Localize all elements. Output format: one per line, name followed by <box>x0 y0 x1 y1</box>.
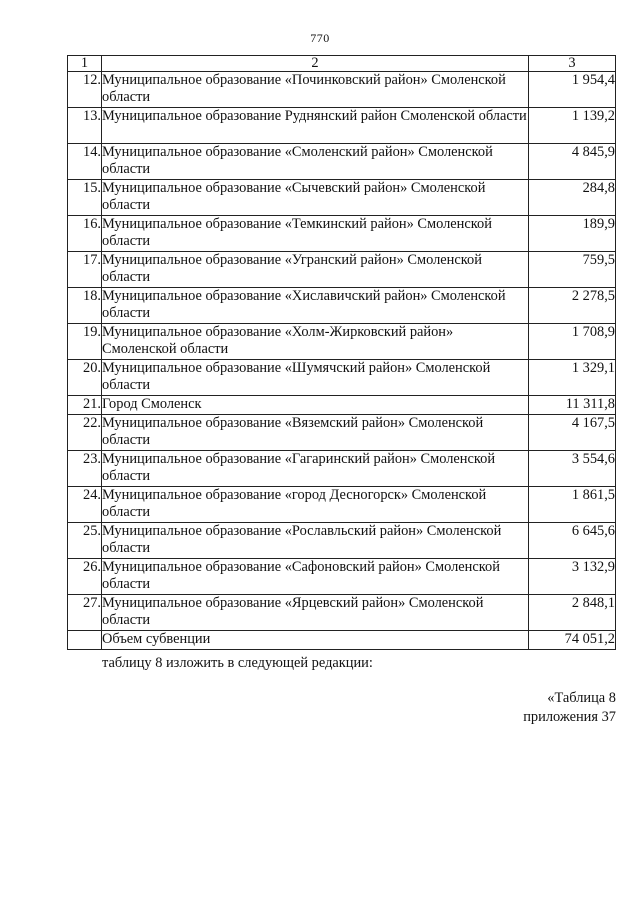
table-row <box>68 360 616 396</box>
row-number: 12. <box>68 72 102 108</box>
row-number: 13. <box>68 108 102 144</box>
table-row <box>68 108 616 144</box>
table-row <box>68 487 616 523</box>
municipality-name: Муниципальное образование «Сычевский район» Смоленской области <box>102 180 529 216</box>
caption-appendix-label: приложения 37 <box>523 709 616 725</box>
table-row <box>68 451 616 487</box>
row-number: 25. <box>68 523 102 559</box>
subsidy-value: 2 278,5 <box>529 288 616 324</box>
row-number: 20. <box>68 360 102 396</box>
amendment-text: таблицу 8 изложить в следующей редакции: <box>102 655 373 671</box>
row-number: 27. <box>68 595 102 631</box>
subsidy-value: 4 167,5 <box>529 415 616 451</box>
row-number: 16. <box>68 216 102 252</box>
subsidy-value: 1 139,2 <box>529 108 616 144</box>
municipality-name: Муниципальное образование «Вяземский район» Смоленской области <box>102 415 529 451</box>
table-row <box>68 324 616 360</box>
row-number: 14. <box>68 144 102 180</box>
municipality-name: Муниципальное образование «город Десногорск» Смоленской области <box>102 487 529 523</box>
municipality-name: Муниципальное образование «Сафоновский район» Смоленской области <box>102 559 529 595</box>
caption-table-label: «Таблица 8 <box>547 690 616 706</box>
row-number: 22. <box>68 415 102 451</box>
subsidy-value: 2 848,1 <box>529 595 616 631</box>
row-number <box>68 631 102 650</box>
header-cell-value: 3 <box>529 56 616 72</box>
total-row <box>68 631 616 650</box>
municipality-name: Муниципальное образование «Хиславичский район» Смоленской области <box>102 288 529 324</box>
municipality-name: Муниципальное образование Руднянский район Смоленской области <box>102 108 529 144</box>
table-row <box>68 144 616 180</box>
table-row <box>68 559 616 595</box>
row-number: 19. <box>68 324 102 360</box>
subsidy-value: 1 708,9 <box>529 324 616 360</box>
subsidy-value: 1 329,1 <box>529 360 616 396</box>
municipality-name: Муниципальное образование «Холм-Жирковский район» Смоленской области <box>102 324 529 360</box>
subsidy-value: 3 554,6 <box>529 451 616 487</box>
municipality-name: Муниципальное образование «Темкинский район» Смоленской области <box>102 216 529 252</box>
municipality-name: Муниципальное образование «Рославльский район» Смоленской области <box>102 523 529 559</box>
subsidy-value: 1 861,5 <box>529 487 616 523</box>
row-number: 15. <box>68 180 102 216</box>
municipality-name: Город Смоленск <box>102 396 529 415</box>
municipality-name: Муниципальное образование «Угранский район» Смоленской области <box>102 252 529 288</box>
table-row <box>68 180 616 216</box>
table-caption <box>523 689 616 727</box>
table-row <box>68 523 616 559</box>
table-row <box>68 595 616 631</box>
subsidy-value: 3 132,9 <box>529 559 616 595</box>
table-row <box>68 415 616 451</box>
row-number: 21. <box>68 396 102 415</box>
row-number: 26. <box>68 559 102 595</box>
table-row <box>68 216 616 252</box>
subsidy-value: 1 954,4 <box>529 72 616 108</box>
table-row <box>68 252 616 288</box>
municipality-name: Муниципальное образование «Шумячский район» Смоленской области <box>102 360 529 396</box>
subsidy-value: 284,8 <box>529 180 616 216</box>
table-row <box>68 288 616 324</box>
subsidy-value: 189,9 <box>529 216 616 252</box>
municipality-name: Муниципальное образование «Починковский район» Смоленской области <box>102 72 529 108</box>
row-number: 17. <box>68 252 102 288</box>
row-number: 23. <box>68 451 102 487</box>
subsidy-value: 74 051,2 <box>529 631 616 650</box>
row-number: 18. <box>68 288 102 324</box>
subsidy-value: 6 645,6 <box>529 523 616 559</box>
row-number: 24. <box>68 487 102 523</box>
subsidy-value: 11 311,8 <box>529 396 616 415</box>
municipality-name: Муниципальное образование «Ярцевский район» Смоленской области <box>102 595 529 631</box>
table-header-row <box>68 56 616 72</box>
municipality-name: Муниципальное образование «Гагаринский район» Смоленской области <box>102 451 529 487</box>
municipality-name: Муниципальное образование «Смоленский район» Смоленской области <box>102 144 529 180</box>
municipality-name: Объем субвенции <box>102 631 529 650</box>
subsidy-value: 4 845,9 <box>529 144 616 180</box>
table-row <box>68 396 616 415</box>
header-cell-name: 2 <box>102 56 529 72</box>
page-number: 770 <box>310 31 330 45</box>
table-row <box>68 72 616 108</box>
header-cell-number: 1 <box>68 56 102 72</box>
subsidy-table <box>67 55 616 650</box>
subsidy-value: 759,5 <box>529 252 616 288</box>
